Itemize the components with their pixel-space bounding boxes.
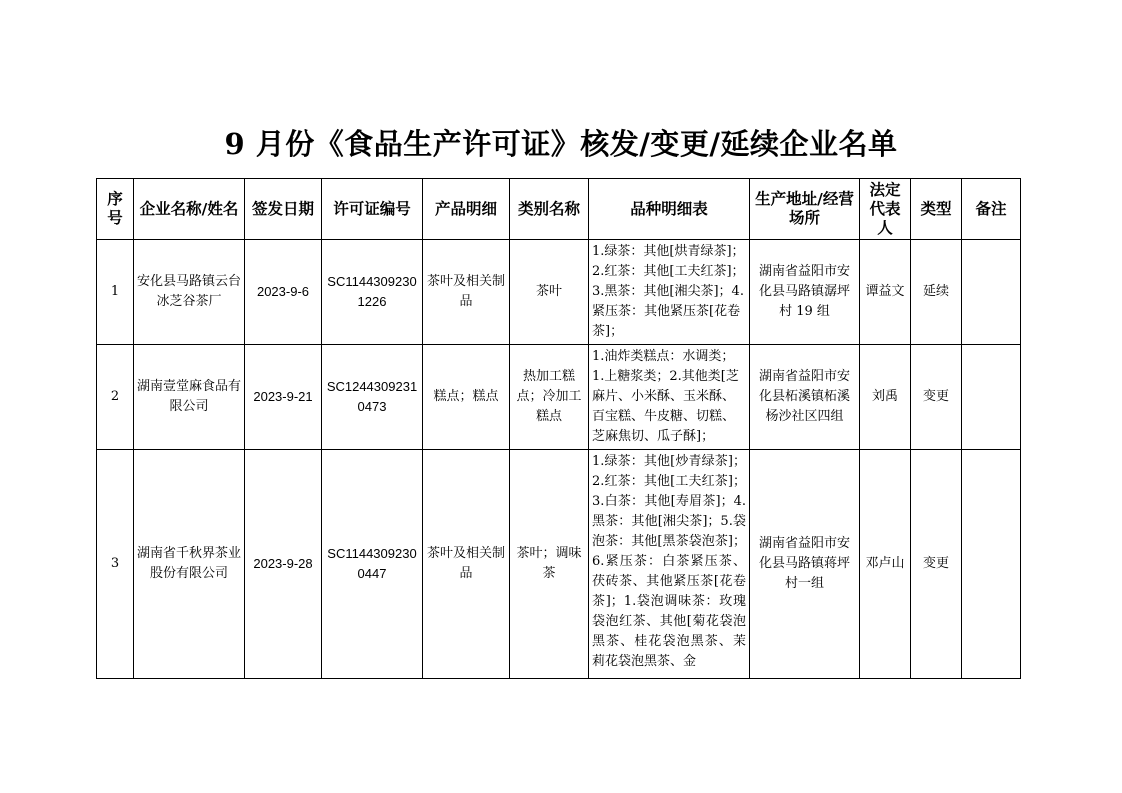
header-category: 类别名称 xyxy=(510,179,589,240)
cell-varieties: 1.油炸类糕点：水调类；1.上糖浆类；2.其他类[芝麻片、小米酥、玉米酥、百宝糕、牛皮糖、切糕、芝麻焦切、瓜子酥]； xyxy=(589,345,750,450)
cell-address: 湖南省益阳市安化县柘溪镇柘溪杨沙社区四组 xyxy=(750,345,860,450)
table-row xyxy=(97,450,1021,679)
cell-address: 湖南省益阳市安化县马路镇蒋坪村一组 xyxy=(750,450,860,679)
cell-license-no: SC12443092310473 xyxy=(322,345,423,450)
varieties-text: 1.绿茶：其他[炒青绿茶]；2.红茶：其他[工夫红茶]；3.白茶：其他[寿眉茶]；4.黑茶：其他[湘尖茶]；5.袋泡茶：其他[黑茶袋泡茶]；6.紧压茶：白茶紧压茶、茯砖茶、其他紧压茶[花卷茶]；1.袋泡调味茶：玫瑰袋泡红茶、其他[菊花袋泡黑茶、桂花袋泡黑茶、茉莉花袋泡黑茶、金 xyxy=(592,454,746,669)
cell-type: 延续 xyxy=(911,240,962,345)
cell-remarks xyxy=(962,240,1021,345)
cell-seq: 3 xyxy=(97,450,134,679)
cell-seq: 2 xyxy=(97,345,134,450)
header-remarks: 备注 xyxy=(962,179,1021,240)
page-title: 9 月份《食品生产许可证》核发/变更/延续企业名单 xyxy=(224,127,898,161)
table-row xyxy=(97,240,1021,345)
cell-remarks xyxy=(962,345,1021,450)
cell-company: 湖南壹堂麻食品有限公司 xyxy=(134,345,245,450)
cell-legal-rep: 谭益文 xyxy=(860,240,911,345)
table-header-row xyxy=(97,179,1021,240)
cell-issue-date: 2023-9-28 xyxy=(245,450,322,679)
table-row xyxy=(97,345,1021,450)
license-table xyxy=(96,178,1021,679)
cell-seq: 1 xyxy=(97,240,134,345)
cell-legal-rep: 邓卢山 xyxy=(860,450,911,679)
cell-company: 湖南省千秋界茶业股份有限公司 xyxy=(134,450,245,679)
cell-category: 热加工糕点；冷加工糕点 xyxy=(510,345,589,450)
cell-company: 安化县马路镇云台冰芝谷茶厂 xyxy=(134,240,245,345)
cell-issue-date: 2023-9-6 xyxy=(245,240,322,345)
header-issue-date: 签发日期 xyxy=(245,179,322,240)
cell-address: 湖南省益阳市安化县马路镇潺坪村 19 组 xyxy=(750,240,860,345)
cell-type: 变更 xyxy=(911,345,962,450)
cell-issue-date: 2023-9-21 xyxy=(245,345,322,450)
cell-product-detail: 茶叶及相关制品 xyxy=(423,450,510,679)
header-address: 生产地址/经营场所 xyxy=(750,179,860,240)
cell-type: 变更 xyxy=(911,450,962,679)
header-license-no: 许可证编号 xyxy=(322,179,423,240)
header-company: 企业名称/姓名 xyxy=(134,179,245,240)
header-type: 类型 xyxy=(911,179,962,240)
cell-category: 茶叶 xyxy=(510,240,589,345)
cell-varieties xyxy=(589,450,750,679)
header-legal-rep: 法定代表人 xyxy=(860,179,911,240)
cell-legal-rep: 刘禹 xyxy=(860,345,911,450)
cell-license-no: SC11443092301226 xyxy=(322,240,423,345)
cell-product-detail: 茶叶及相关制品 xyxy=(423,240,510,345)
header-variety-list: 品种明细表 xyxy=(589,179,750,240)
cell-product-detail: 糕点；糕点 xyxy=(423,345,510,450)
header-seq: 序号 xyxy=(97,179,134,240)
header-product-detail: 产品明细 xyxy=(423,179,510,240)
cell-license-no: SC11443092300447 xyxy=(322,450,423,679)
cell-category: 茶叶；调味茶 xyxy=(510,450,589,679)
cell-varieties: 1.绿茶：其他[烘青绿茶]；2.红茶：其他[工夫红茶]；3.黑茶：其他[湘尖茶]；4.紧压茶：其他紧压茶[花卷茶]； xyxy=(589,240,750,345)
cell-remarks xyxy=(962,450,1021,679)
